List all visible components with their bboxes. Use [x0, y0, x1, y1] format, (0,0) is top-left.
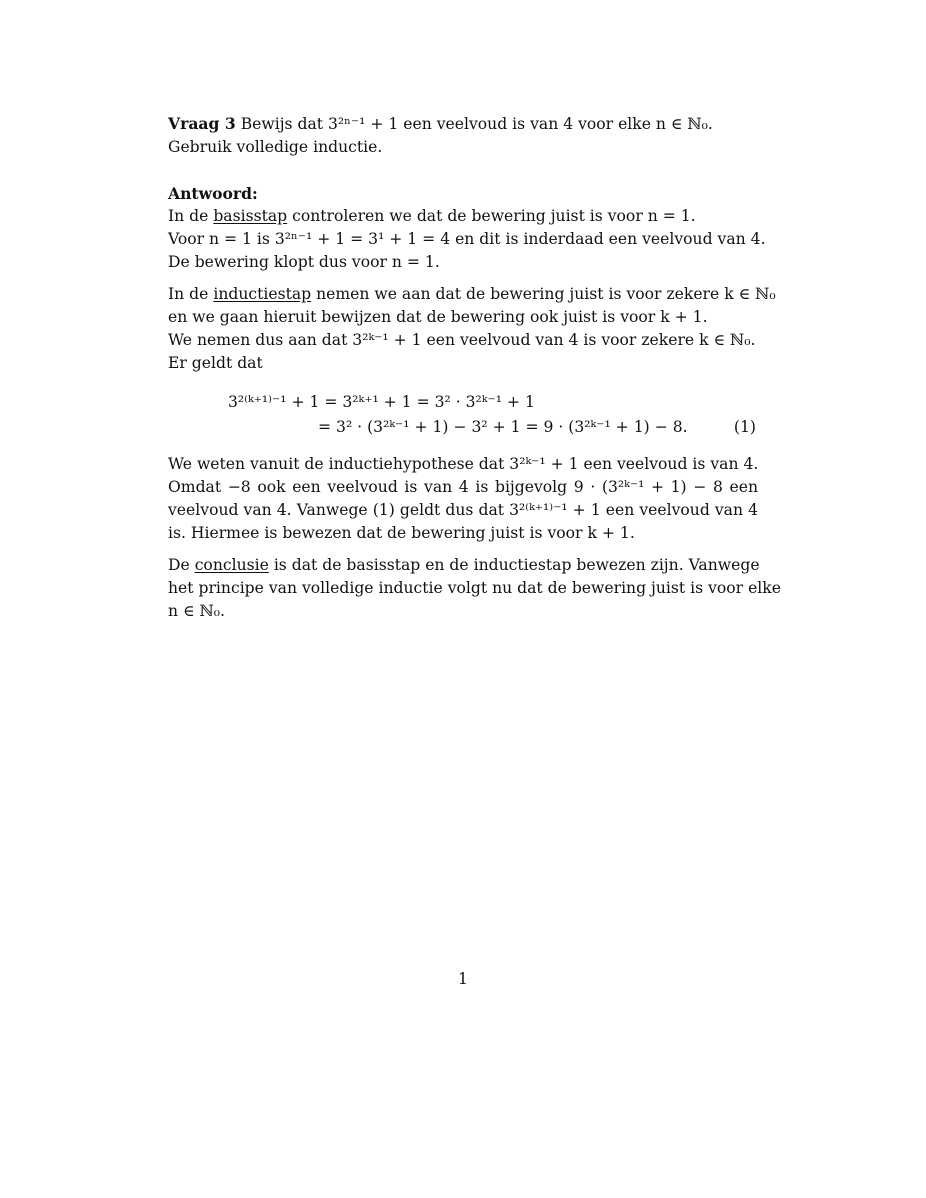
induction-line-4: Er geldt dat — [168, 354, 263, 372]
conclusion-line-2: het principe van volledige inductie volgt nu dat de bewering juist is voor elke — [168, 579, 781, 597]
after-line-2: Omdat −8 ook een veelvoud is van 4 is bijgevolg 9 · (3²ᵏ⁻¹ + 1) − 8 een — [168, 478, 758, 496]
question-block — [168, 112, 758, 159]
answer-basis-block — [168, 182, 766, 274]
term-conclusie: conclusie — [194, 556, 269, 574]
after-line-3: veelvoud van 4. Vanwege (1) geldt dus dat 3²⁽ᵏ⁺¹⁾⁻¹ + 1 een veelvoud van 4 — [168, 501, 758, 519]
term-basisstap: basisstap — [213, 207, 288, 225]
question-label: Vraag 3 — [168, 114, 236, 133]
conclusion-line-1: De conclusie is dat de basisstap en de inductiestap bewezen zijn. Vanwege — [168, 556, 760, 574]
question-line — [168, 112, 758, 136]
induction-line-3: We nemen dus aan dat 3²ᵏ⁻¹ + 1 een veelvoud van 4 is voor zekere k ∈ ℕ₀. — [168, 331, 756, 349]
induction-line-2: en we gaan hieruit bewijzen dat de bewering ook juist is voor k + 1. — [168, 308, 708, 326]
document-page — [168, 112, 781, 632]
term-inductiestap: inductiestap — [213, 285, 312, 303]
equation-row-1: 3²⁽ᵏ⁺¹⁾⁻¹ + 1 = 3²ᵏ⁺¹ + 1 = 3² · 3²ᵏ⁻¹ + 1 — [228, 393, 535, 411]
basis-line-2: Voor n = 1 is 3²ⁿ⁻¹ + 1 = 3¹ + 1 = 4 en dit is inderdaad een veelvoud van 4. — [168, 230, 766, 248]
after-line-1: We weten vanuit de inductiehypothese dat 3²ᵏ⁻¹ + 1 een veelvoud is van 4. — [168, 455, 759, 473]
after-line-4: is. Hiermee is bewezen dat de bewering juist is voor k + 1. — [168, 524, 635, 542]
equation-1 — [168, 385, 758, 441]
basis-line-3: De bewering klopt dus voor n = 1. — [168, 253, 440, 271]
conclusion-block — [168, 554, 781, 623]
conclusion-line-3: n ∈ ℕ₀. — [168, 602, 225, 620]
basis-line-1: In de basisstap controleren we dat de bewering juist is voor n = 1. — [168, 207, 696, 225]
equation-number: (1) — [733, 418, 756, 436]
question-statement: Bewijs dat 3²ⁿ⁻¹ + 1 een veelvoud is van 4 voor elke n ∈ ℕ₀. — [240, 115, 713, 133]
induction-block — [168, 283, 776, 375]
page-number: 1 — [458, 970, 468, 988]
induction-line-1: In de inductiestap nemen we aan dat de bewering juist is voor zekere k ∈ ℕ₀ — [168, 285, 776, 303]
answer-heading: Antwoord: — [168, 184, 258, 203]
after-equation-block — [168, 453, 758, 545]
equation-row-2: = 3² · (3²ᵏ⁻¹ + 1) − 3² + 1 = 9 · (3²ᵏ⁻¹ + 1) − 8. — [318, 418, 688, 436]
question-instruction: Gebruik volledige inductie. — [168, 138, 383, 156]
